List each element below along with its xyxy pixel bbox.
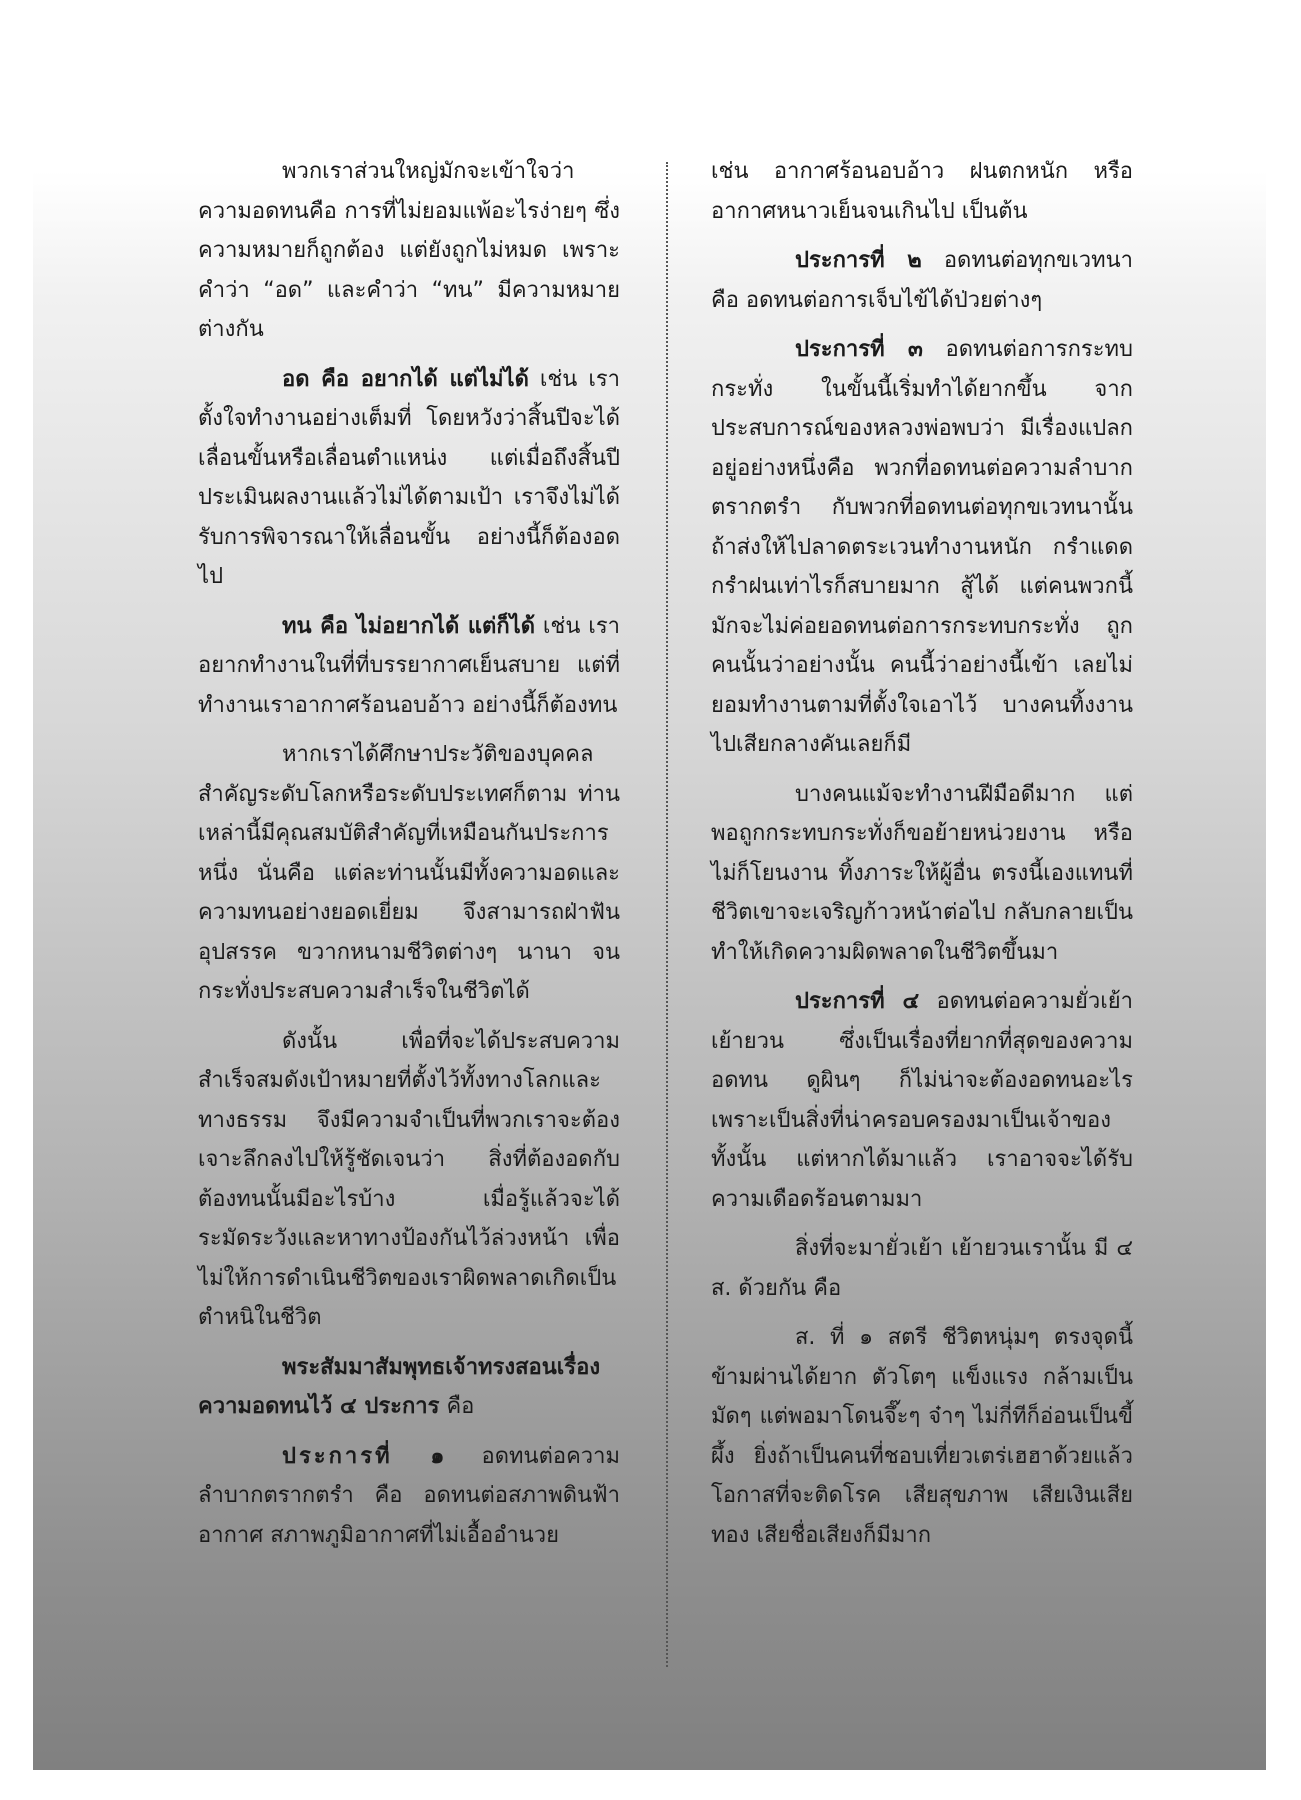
paragraph [198,360,620,597]
term-heading: ทน คือ ไม่อยากได้ แต่ก็ได้ [282,613,536,639]
paragraph-text: อดทนต่อความลำบากตรากตรำ คือ อดทนต่อสภาพดินฟ้าอากาศ สภาพภูมิอากาศที่ไม่เอื้ออำนวย [198,1443,620,1548]
paragraph: พวกเราส่วนใหญ่มักจะเข้าใจว่าความอดทนคือ การที่ไม่ยอมแพ้อะไรง่ายๆ ซึ่งความหมายก็ถูกต้อง แต่ยังถูกไม่หมด เพราะคำว่า “อด” และคำว่า “ทน” มีความหมายต่างกัน [198,159,620,342]
paragraph [198,607,620,726]
paragraph: เช่น อากาศร้อนอบอ้าว ฝนตกหนัก หรืออากาศหนาวเย็นจนเกินไป เป็นต้น [711,159,1133,224]
paragraph-text: เช่น เราอยากทำงานในที่ที่บรรยากาศเย็นสบาย แต่ที่ทำงานเราอากาศร้อนอบอ้าว อย่างนี้ก็ต้องทน [198,613,620,718]
paragraph: ดังนั้น เพื่อที่จะได้ประสบความสำเร็จสมดังเป้าหมายที่ตั้งไว้ทั้งทางโลกและทางธรรม จึงมีความจำเป็นที่พวกเราจะต้องเจาะลึกลงไปให้รู้ชัดเจนว่า สิ่งที่ต้องอดกับต้องทนนั้นมีอะไรบ้าง เมื่อรู้แล้วจะได้ระมัดระวังและหาทางป้องกันไว้ล่วงหน้า เพื่อไม่ให้การดำเนินชีวิตของเราผิดพลาดเกิดเป็นตำหนิในชีวิต [198,1028,620,1330]
item-heading: ประการที่ ๓ [795,337,923,362]
column-divider [666,162,668,1667]
paragraph: บางคนแม้จะทำงานฝีมือดีมาก แต่พอถูกกระทบกระทั่งก็ขอย้ายหน่วยงาน หรือไม่ก็โยนงาน ทิ้งภาระให้ผู้อื่น ตรงนี้เองแทนที่ชีวิตเขาจะเจริญก้าวหน้าต่อไป กลับกลายเป็นทำให้เกิดความผิดพลาดในชีวิตขึ้นมา [711,781,1133,965]
paragraph-text: อดทนต่อความยั่วเย้าเย้ายวน ซึ่งเป็นเรื่องที่ยากที่สุดของความอดทน ดูผินๆ ก็ไม่น่าจะต้องอดทนอะไร เพราะเป็นสิ่งที่น่าครอบครองมาเป็นเจ้าของทั้งนั้น แต่หากได้มาแล้ว เราอาจจะได้รับความเดือดร้อนตามมา [711,989,1133,1212]
paragraph: หากเราได้ศึกษาประวัติของบุคคลสำคัญระดับโลกหรือระดับประเทศก็ตาม ท่านเหล่านี้มีคุณสมบัติสำคัญที่เหมือนกันประการหนึ่ง นั่นคือ แต่ละท่านนั้นมีทั้งความอดและความทนอย่างยอดเยี่ยม จึงสามารถฝ่าฟันอุปสรรค ขวากหนามชีวิตต่างๆ นานา จนกระทั่งประสบความสำเร็จในชีวิตได้ [198,742,620,1004]
paragraph [198,1437,620,1556]
paragraph-text: อดทนต่อทุกขเวทนา คือ อดทนต่อการเจ็บไข้ได้ป่วยต่างๆ [711,248,1133,313]
paragraph [711,982,1133,1219]
section-heading: พระสัมมาสัมพุทธเจ้าทรงสอนเรื่องความอดทนไว้ ๔ ประการ [198,1354,601,1419]
paragraph: ส. ที่ ๑ สตรี ชีวิตหนุ่มๆ ตรงจุดนี้ข้ามผ่านได้ยาก ตัวโตๆ แข็งแรง กล้ามเป็นมัดๆ แต่พอมาโดนจึ๊ะๆ จ๋าๆ ไม่กี่ทีก็อ่อนเป็นขี้ผึ้ง ยิ่งถ้าเป็นคนที่ชอบเที่ยวเตร่เฮฮาด้วยแล้ว โอกาสที่จะติดโรค เสียสุขภาพ เสียเงินเสียทอง เสียชื่อเสียงก็มีมาก [711,1325,1133,1548]
item-heading: ประการที่ ๑ [282,1443,448,1469]
paragraph [711,241,1133,320]
paragraph-text: คือ [439,1394,475,1419]
item-heading: ประการที่ ๒ [795,248,922,273]
paragraph [198,1348,620,1427]
right-column [711,152,1133,1565]
paragraph-text: เช่น เราตั้งใจทำงานอย่างเต็มที่ โดยหวังว่าสิ้นปีจะได้เลื่อนขั้นหรือเลื่อนตำแหน่ง แต่เมื่อถึงสิ้นปี ประเมินผลงานแล้วไม่ได้ตามเป้า เราจึงไม่ได้รับการพิจารณาให้เลื่อนขั้น อย่างนี้ก็ต้องอดไป [198,366,621,589]
left-column [198,152,620,1565]
term-heading: อด คือ อยากได้ แต่ไม่ได้ [282,366,529,392]
paragraph: สิ่งที่จะมายั่วเย้า เย้ายวนเรานั้น มี ๔ ส. ด้วยกัน คือ [711,1236,1133,1301]
paragraph-text: อดทนต่อการกระทบกระทั่ง ในขั้นนี้เริ่มทำได้ยากขึ้น จากประสบการณ์ของหลวงพ่อพบว่า มีเรื่องแปลกอยู่อย่างหนึ่งคือ พวกที่อดทนต่อความลำบากตรากตรำ กับพวกที่อดทนต่อทุกขเวทนานั้น ถ้าส่งให้ไปลาดตระเวนทำงานหนัก กรำแดดกรำฝนเท่าไรก็สบายมาก สู้ได้ แต่คนพวกนี้มักจะไม่ค่อยอดทนต่อการกระทบกระทั่ง ถูกคนนั้นว่าอย่างนั้น คนนี้ว่าอย่างนี้เข้า เลยไม่ยอมทำงานตามที่ตั้งใจเอาไว้ บางคนทิ้งงานไปเสียกลางคันเลยก็มี [711,337,1133,757]
item-heading: ประการที่ ๔ [795,989,920,1014]
paragraph [711,330,1133,765]
